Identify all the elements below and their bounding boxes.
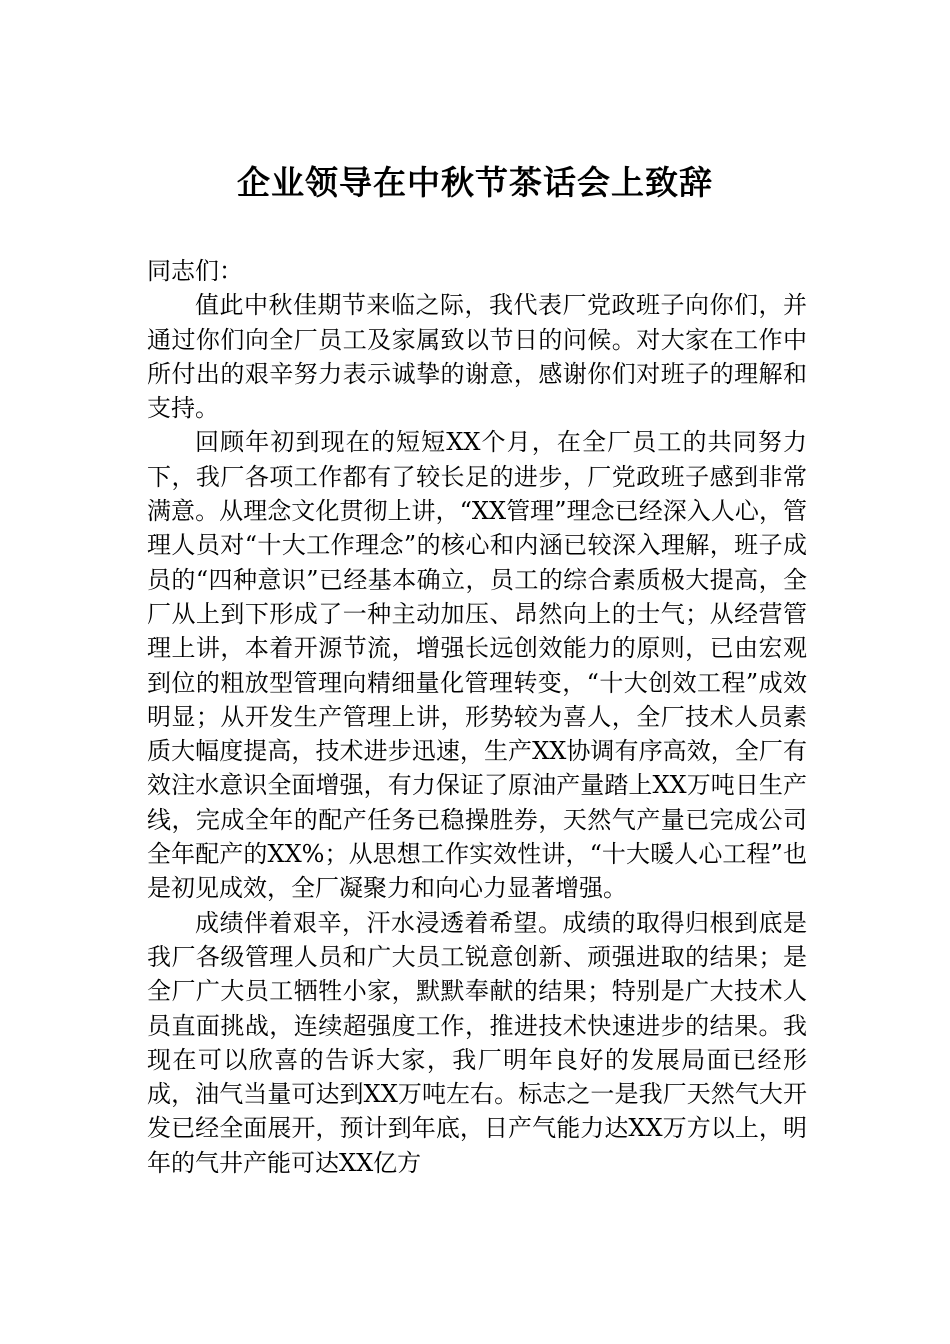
paragraph-review: 回顾年初到现在的短短XX个月，在全厂员工的共同努力下，我厂各项工作都有了较长足的进步，厂党政班子感到非常满意。从理念文化贯彻上讲，“XX管理”理念已经深入人心，管理人员对“十大工作理念”的核心和内涵已较深入理解，班子成员的“四种意识”已经基本确立，员工的综合素质极大提高，全厂从上到下形成了一种主动加压、昂然向上的士气；从经营管理上讲，本着开源节流，增强长远创效能力的原则，已由宏观到位的粗放型管理向精细量化管理转变，“十大创效工程”成效明显；从开发生产管理上讲，形势较为喜人，全厂技术人员素质大幅度提高，技术进步迅速，生产XX协调有序高效，全厂有效注水意识全面增强，有力保证了原油产量踏上XX万吨日生产线，完成全年的配产任务已稳操胜券，天然气产量已完成公司全年配产的XX%；从思想工作实效性讲，“十大暖人心工程”也是初见成效，全厂凝聚力和向心力显著增强。 bbox=[147, 428, 807, 903]
document-title: 企业领导在中秋节茶话会上致辞 bbox=[237, 163, 713, 202]
paragraph-greeting: 值此中秋佳期节来临之际，我代表厂党政班子向你们，并通过你们向全厂员工及家属致以节日的问候。对大家在工作中所付出的艰辛努力表示诚挚的谢意，感谢你们对班子的理解和支持。 bbox=[147, 291, 807, 423]
salutation: 同志们： bbox=[147, 257, 243, 285]
document-body bbox=[147, 254, 807, 1180]
paragraph-achievements: 成绩伴着艰辛，汗水浸透着希望。成绩的取得归根到底是我厂各级管理人员和广大员工锐意创新、顽强进取的结果；是全厂广大员工牺牲小家，默默奉献的结果；特别是广大技术人员直面挑战，连续超强度工作，推进技术快速进步的结果。我现在可以欣喜的告诉大家，我厂明年良好的发展局面已经形成，油气当量可达到XX万吨左右。标志之一是我厂天然气大开发已经全面展开，预计到年底，日产气能力达XX万方以上，明年的气井产能可达XX亿方 bbox=[147, 908, 807, 1177]
